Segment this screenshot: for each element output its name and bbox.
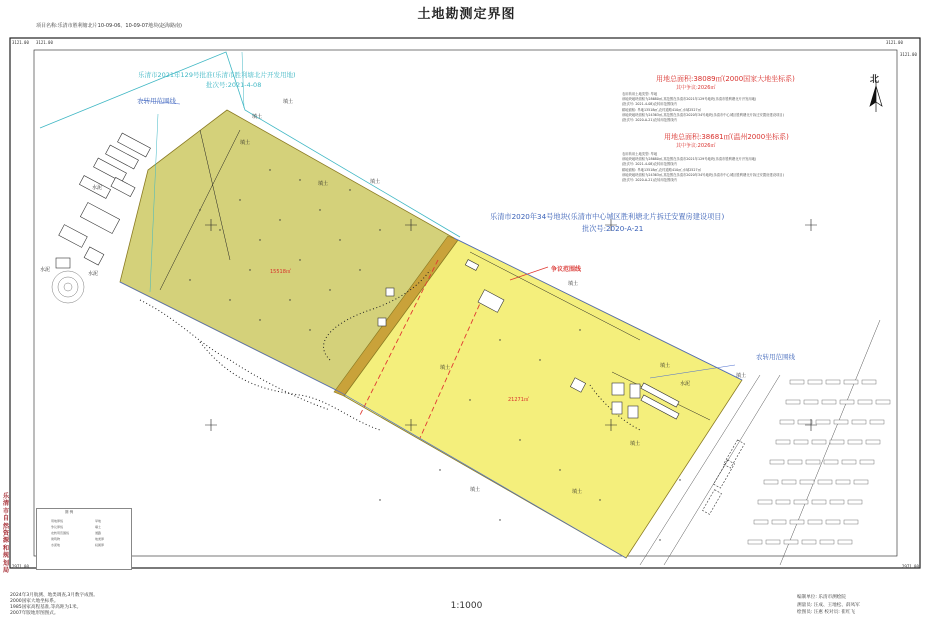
project-name: 项目名称:乐清市胜利塘北片10-09-06、10-09-07地块(赵海路南) [36, 23, 182, 29]
dirt-label: 填土 [318, 181, 329, 187]
farmland-label-right: 农转用范围线 [756, 353, 795, 361]
legend-row: 农转用范围线 [51, 531, 70, 535]
frame-coord-tr: 3121.00 [886, 40, 903, 45]
legend-row: 建筑物 [51, 537, 61, 541]
water-pond-label: 水泥 [680, 381, 691, 387]
frame-coord-br: 2971.00 [902, 564, 919, 569]
dirt-label: 填土 [240, 140, 251, 146]
dirt-label: 填土 [572, 489, 583, 495]
blue-project-title: 乐清市2020年34号地块(乐清市中心城区胜利塘北片拆迁安置房建设项目) [490, 212, 725, 221]
parcel-b-area: 21271㎡ [508, 397, 529, 403]
side-unit: 乐清市自然资源和规划局 [2, 493, 10, 575]
area-total-1-sub: 其中争议:2026㎡ [676, 85, 716, 91]
right-buildings [748, 380, 890, 544]
legend-title: 图 例 [65, 510, 74, 514]
dirt-label: 填土 [440, 365, 451, 371]
dirt-label: 填土 [370, 179, 381, 185]
north-label: 北 [870, 75, 880, 85]
cyan-title: 乐清市2021年129号批准(乐清市胜利塘北片开发用地) [138, 71, 296, 79]
water-label-2: 水泥 [40, 267, 51, 273]
frame-coord-tl: 3121.00 [12, 40, 29, 45]
info-block-2: 农用转用土地类型: 旱地 该地块地块面积为28680㎡,其范围在乐清市2021年129号地块(乐清市胜利塘北片开发用地) (批次号: 2021-4-08)农转用范围线内 耕地面积: 旱地13518㎡,农村道路410㎡,水域2527㎡ 该地块地块面积为24363㎡,其范围在乐清市2020年34号地块(乐清市中心城区胜利塘北片拆迁安置房建设项目) (批次号: 2020-A-21)农转用范围线内 [622, 152, 784, 183]
legend-row: 填土 [95, 525, 102, 529]
dirt-label: 填土 [736, 373, 747, 379]
legend-row: 用地界线 [51, 519, 64, 523]
dispute-label: 争议范围线 [551, 266, 582, 273]
legend-row: 道路 [95, 531, 102, 535]
legend-row: 争议界线 [51, 525, 64, 529]
legend-row: 地类界 [95, 537, 105, 541]
survey-notes: 2024年3月航测、地类调查,3月数字成图。 2000国家大地坐标系。 1985国家高程基准,等高距为1米。 2007年版地形图图式。 [10, 593, 98, 617]
dirt-label: 填土 [630, 441, 641, 447]
frame-coord-tl-x: 3121.00 [36, 40, 53, 45]
water-label-3: 水泥 [88, 271, 99, 277]
blue-approval: 批次号:2020-A-21 [582, 224, 644, 233]
water-label-1: 水泥 [92, 185, 103, 191]
legend-row: 旱地 [95, 519, 102, 523]
dirt-label: 填土 [252, 114, 263, 120]
legend-row: 水泥地 [51, 543, 61, 547]
dirt-label: 填土 [568, 281, 579, 287]
dirt-label: 填土 [660, 363, 671, 369]
area-total-2: 用地总面积:38681㎡(温州2000坐标系) [664, 133, 789, 141]
legend-row: 权属界 [95, 543, 105, 547]
legend [36, 508, 132, 570]
scale-label: 1:1000 [450, 601, 483, 611]
circular-feature [52, 271, 84, 303]
frame-coord-tr-x: 3121.00 [900, 52, 917, 57]
info-block-1: 农用转用土地类型: 旱地 该地块地块面积为28680㎡,其范围在乐清市2021年129号地块(乐清市胜利塘北片开发用地) (批次号: 2021-4-08)农转用范围线内 耕地面积: 旱地13518㎡,农村道路410㎡,水域2527㎡ 该地块地块面积为24363㎡,其范围在乐清市2020年34号地块(乐清市中心城区胜利塘北片拆迁安置房建设项目) (批次号: 2020-A-21)农转用范围线内 [622, 92, 784, 123]
cyan-approval: 批次号:2021-4-08 [206, 81, 262, 89]
dirt-label: 填土 [283, 99, 294, 105]
farmland-label-left: 农转用范围线 [137, 97, 176, 105]
page-title: 土地勘测定界图 [417, 7, 516, 22]
credits: 编制单位: 乐清市测绘院 测量员: 汪成、王地松、薛凤军 绘图员: 汪惠 校对员: 崔红飞 [797, 595, 860, 616]
frame-coord-bl: 2971.00 [12, 564, 29, 569]
area-total-1: 用地总面积:38089㎡(2000国家大地坐标系) [656, 75, 795, 83]
parcel-a-area: 15518㎡ [270, 269, 291, 275]
dirt-label: 填土 [470, 487, 481, 493]
area-total-2-sub: 其中争议:2026㎡ [676, 143, 716, 149]
